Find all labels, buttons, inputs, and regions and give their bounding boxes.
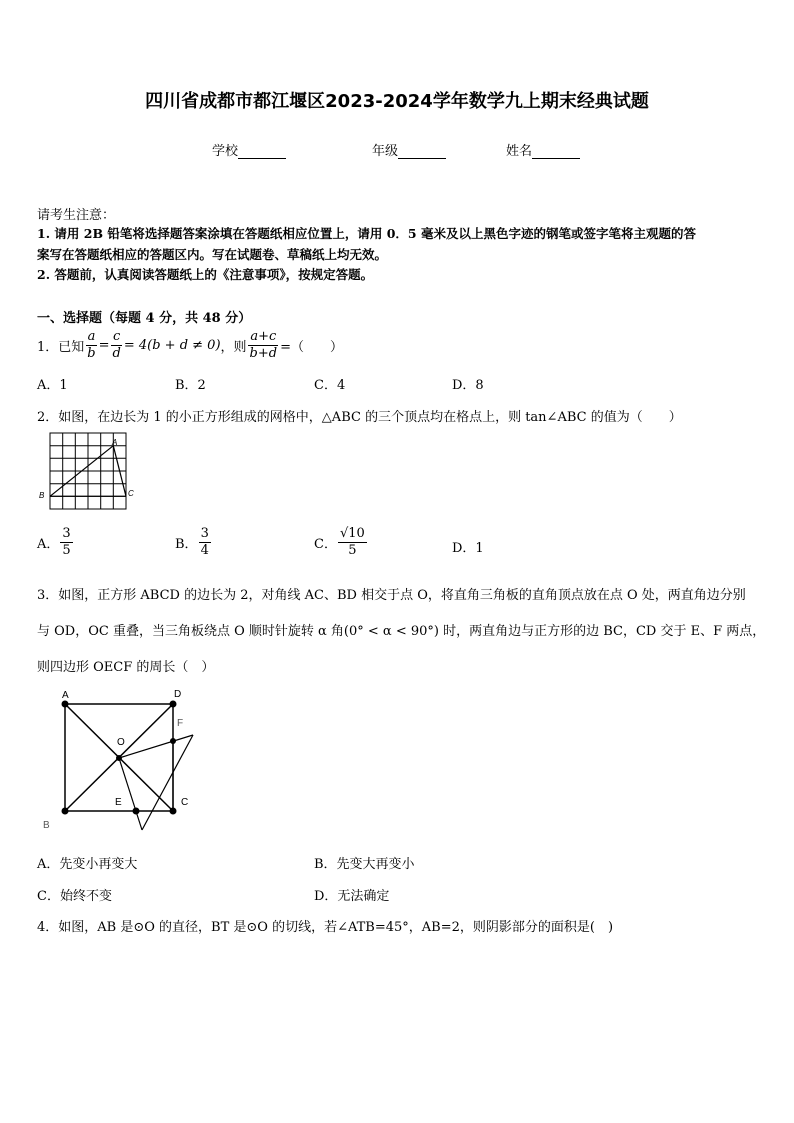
q2-option-a-den: 5: [62, 543, 71, 558]
notice-heading: 请考生注意：: [37, 208, 116, 223]
q1-f1-num: a: [87, 329, 96, 344]
q3-label-b: B: [43, 820, 50, 831]
q1-fraction-a-b: [85, 329, 97, 362]
q2-option-a[interactable]: [37, 526, 74, 559]
q1-f2-den: d: [112, 346, 121, 361]
q3-option-b[interactable]: B．先变大再变小: [314, 857, 415, 872]
question-1: [37, 329, 343, 362]
q2-option-c[interactable]: [314, 526, 368, 559]
notice-line2: 2. 答题前，认真阅读答题纸上的《注意事项》，按规定答题。: [37, 267, 374, 282]
grade-field: [372, 140, 446, 159]
q2-option-b-num: 3: [200, 526, 209, 541]
q2-option-c-label: C．: [314, 537, 337, 552]
q2-option-c-fraction: [338, 526, 367, 559]
notice-line1b: 案写在答题纸相应的答题区内。写在试题卷、草稿纸上均无效。: [37, 247, 388, 262]
q1-f2-num: c: [113, 329, 121, 344]
name-blank: [532, 144, 580, 159]
q3-option-d[interactable]: D．无法确定: [314, 889, 390, 904]
q1-f3-den: b+d: [249, 346, 278, 361]
q1-f1-den: b: [87, 346, 96, 361]
q3-right-triangle: [119, 735, 193, 830]
q3-line2: 与 OD，OC 重叠，当三角板绕点 O 顺时针旋转 α 角(0° < α < 90°) 时，两直角边与正方形的边 BC，CD 交于 E、F 两点，: [37, 624, 766, 639]
q1-option-c[interactable]: C．4: [314, 378, 346, 393]
q2-option-d[interactable]: D．1: [452, 541, 484, 556]
grade-label: 年级: [372, 144, 399, 159]
q1-mid: ，则: [220, 340, 247, 355]
q3-label-a: A: [62, 690, 69, 701]
q3-label-e: E: [115, 797, 122, 808]
question-4: 4．如图，AB 是⊙O 的直径，BT 是⊙O 的切线，若∠ATB=45°，AB=2，则阴影部分的面积是( ): [37, 920, 614, 935]
q2-option-c-num: √10: [339, 526, 365, 541]
q1-option-b[interactable]: B．2: [175, 378, 206, 393]
q3-label-d: D: [174, 689, 182, 700]
name-label: 姓名: [506, 144, 533, 159]
q1-prefix: 1．已知: [37, 340, 85, 355]
q3-option-c[interactable]: C．始终不变: [37, 889, 112, 904]
q2-option-b-label: B．: [175, 537, 198, 552]
q2-option-b-fraction: [199, 526, 211, 559]
q1-condition: = 4(b + d ≠ 0): [123, 338, 221, 353]
grade-blank: [398, 144, 446, 159]
q1-f3-num: a+c: [250, 329, 277, 344]
q2-option-b[interactable]: [175, 526, 212, 559]
section-heading: 一、选择题（每题 4 分，共 48 分）: [37, 311, 252, 326]
q1-suffix: =（ ）: [280, 340, 343, 355]
question-2: 2．如图，在边长为 1 的小正方形组成的网格中，△ABC 的三个顶点均在格点上，则 tan∠ABC 的值为（ ）: [37, 410, 682, 425]
q3-option-a[interactable]: A．先变小再变大: [37, 857, 138, 872]
q2-label-a: A: [112, 438, 118, 447]
q2-label-b: B: [39, 491, 45, 500]
q3-square-figure: [36, 686, 206, 834]
q3-label-f: F: [177, 718, 184, 729]
q2-grid-figure: [36, 430, 140, 512]
q3-line1: 3．如图，正方形 ABCD 的边长为 2，对角线 AC、BD 相交于点 O，将直角三角板的直角顶点放在点 O 处，两直角边分别: [37, 588, 746, 603]
school-blank: [238, 144, 286, 159]
q1-fraction-sum: [248, 329, 280, 362]
q2-option-a-label: A．: [37, 537, 60, 552]
q2-option-a-num: 3: [62, 526, 71, 541]
school-label: 学校: [212, 144, 239, 159]
name-field: [506, 140, 580, 159]
school-field: [212, 140, 286, 159]
q2-option-a-fraction: [60, 526, 72, 559]
notice-line1: 1. 请用 2B 铅笔将选择题答案涂填在答题纸相应位置上，请用 0．5 毫米及以上黑色字迹的钢笔或签字笔将主观题的答: [37, 226, 696, 241]
q3-label-o: O: [117, 737, 125, 748]
q1-option-d[interactable]: D．8: [452, 378, 484, 393]
q3-label-c: C: [181, 797, 189, 808]
q1-option-a[interactable]: A．1: [37, 378, 68, 393]
q2-option-c-den: 5: [348, 543, 357, 558]
q2-label-c: C: [128, 489, 134, 498]
q2-option-b-den: 4: [200, 543, 209, 558]
q1-fraction-c-d: [111, 329, 123, 362]
q3-line3: 则四边形 OECF 的周长（ ）: [37, 660, 215, 675]
page-title: 四川省成都市都江堰区2023-2024学年数学九上期末经典试题: [145, 91, 649, 112]
q1-equals: =: [98, 338, 110, 353]
